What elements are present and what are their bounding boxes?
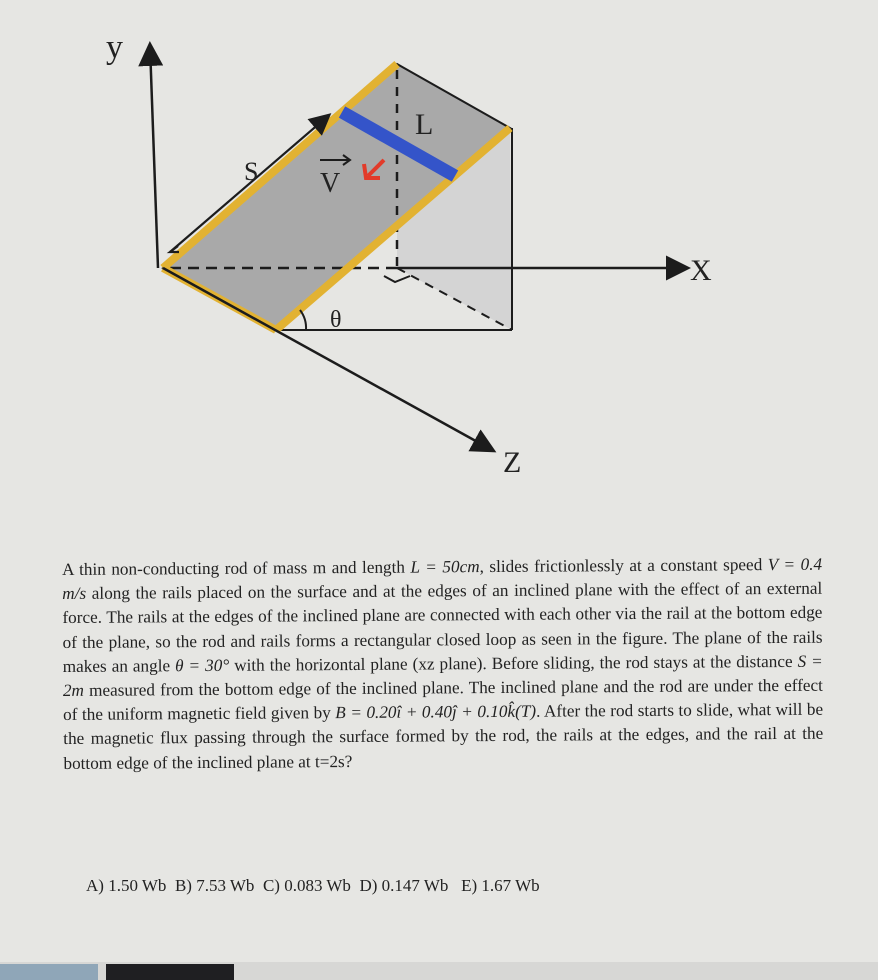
x-axis-label: X (690, 254, 712, 287)
right-angle-mark (384, 276, 410, 282)
speed-value: V = 0.4 m/s (62, 554, 823, 604)
problem-statement (62, 553, 824, 776)
theta-label: θ (330, 307, 342, 333)
problem-text-4: with the horizontal plane (xz plane). Before sliding, the rod stays at the distance (229, 651, 798, 675)
distance-value: S = 2m (62, 651, 823, 701)
answer-e[interactable]: E) 1.67 Wb (461, 876, 540, 895)
problem-text-6: . After the rod starts to slide, what will be the magnetic flux passing through the surface formed by the rod, the rails at the edges, and the rail at the bottom edge of the inclined plane at t=2s? (63, 699, 824, 773)
magnetic-field-value: B = 0.20î + 0.40ĵ + 0.10k̂(T) (335, 701, 537, 723)
taskbar-dark-block (106, 964, 234, 980)
l-label: L (415, 108, 434, 141)
v-label: V (320, 168, 341, 199)
problem-text-5: measured from the bottom edge of the inclined plane. The inclined plane and the rod are under the effect of the uniform magnetic field given by (63, 675, 823, 725)
answer-a[interactable]: A) 1.50 Wb (86, 876, 167, 895)
theta-angle-arc (300, 310, 306, 330)
problem-text-2: , slides frictionlessly at a constant speed (479, 555, 768, 577)
problem-text-3: along the rails placed on the surface and at the edges of an inclined plane with the effect of an external force. The rails at the edges of the inclined plane are connected with each other via the rail at the bottom edge of the plane, so the rod and rails forms a rectangular closed loop as seen in the figure. The plane of the rails makes an angle (62, 578, 823, 676)
z-axis (163, 268, 492, 450)
answer-c[interactable]: C) 0.083 Wb (262, 876, 351, 895)
answer-d[interactable]: D) 0.147 Wb (359, 876, 449, 895)
problem-text-1: A thin non-conducting rod of mass m and length (62, 557, 411, 579)
taskbar-thumbnail (0, 964, 98, 980)
z-axis-label: Z (503, 446, 522, 479)
length-value: L = 50cm (410, 557, 480, 577)
answer-b[interactable]: B) 7.53 Wb (174, 876, 255, 895)
s-label: S (244, 157, 259, 186)
angle-value: θ = 30° (175, 655, 230, 676)
y-axis-label: y (106, 29, 123, 66)
y-axis (150, 46, 158, 268)
answer-choices (86, 876, 846, 896)
